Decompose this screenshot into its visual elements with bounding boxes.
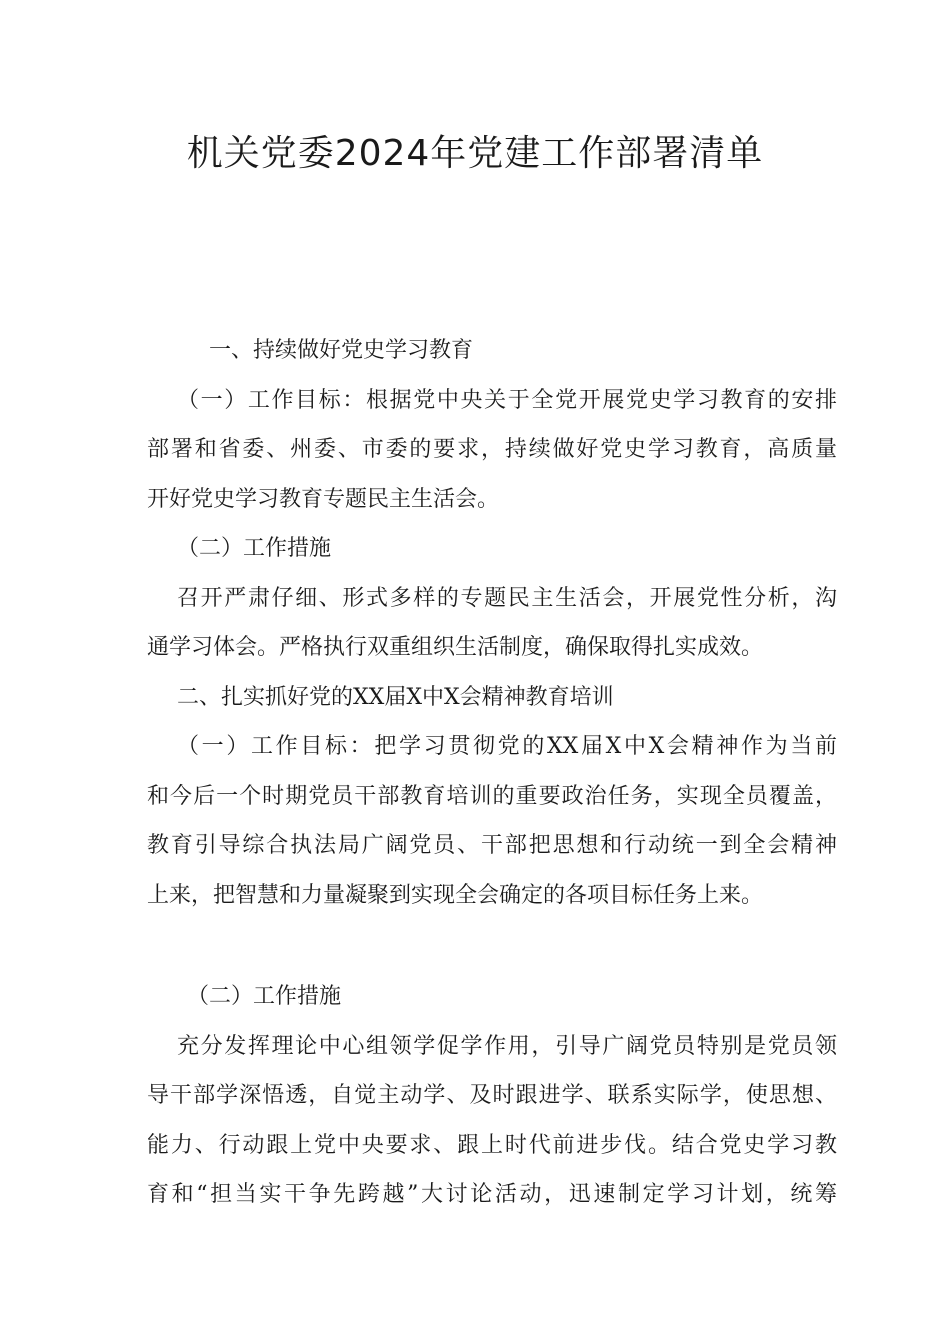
paragraph-line: 和今后一个时期党员干部教育培训的重要政治任务，实现全员覆盖，	[147, 783, 837, 809]
paragraph-line: （一）工作目标：根据党中央关于全党开展党史学习教育的安排	[177, 387, 837, 413]
paragraph-line: 教育引导综合执法局广阔党员、干部把思想和行动统一到全会精神	[147, 833, 837, 858]
paragraph-line: 开好党史学习教育专题民主生活会。	[147, 486, 500, 512]
paragraph-line: 上来，把智慧和力量凝聚到实现全会确定的各项目标任务上来。	[147, 882, 764, 908]
subheading-measures: （二）工作措施	[187, 984, 342, 1009]
section-heading-1: 一、持续做好党史学习教育	[209, 338, 474, 363]
section-heading-2: 二、扎实抓好党的XX届X中X会精神教育培训	[177, 684, 614, 710]
paragraph-line: 召开严肃仔细、形式多样的专题民主生活会，开展党性分析，沟	[177, 585, 837, 611]
paragraph-line: 部署和省委、州委、市委的要求，持续做好党史学习教育，高质量	[147, 437, 837, 462]
paragraph-line: 充分发挥理论中心组领学促学作用，引导广阔党员特别是党员领	[177, 1033, 837, 1059]
body-section-1	[147, 326, 837, 920]
paragraph-line: 导干部学深悟透，自觉主动学、及时跟进学、联系实际学，使思想、	[147, 1083, 837, 1108]
paragraph-line: （一）工作目标：把学习贯彻党的XX届X中X会精神作为当前	[177, 734, 837, 759]
document-title: 机关党委2024年党建工作部署清单	[186, 133, 764, 174]
subheading-measures: （二）工作措施	[177, 536, 332, 561]
paragraph-line: 通学习体会。严格执行双重组织生活制度，确保取得扎实成效。	[147, 635, 764, 660]
body-section-2	[147, 972, 837, 1220]
paragraph-line: 能力、行动跟上党中央要求、跟上时代前进步伐。结合党史学习教	[147, 1132, 837, 1158]
paragraph-line: 育和“担当实干争先跨越”大讨论活动，迅速制定学习计划，统筹	[147, 1182, 837, 1207]
